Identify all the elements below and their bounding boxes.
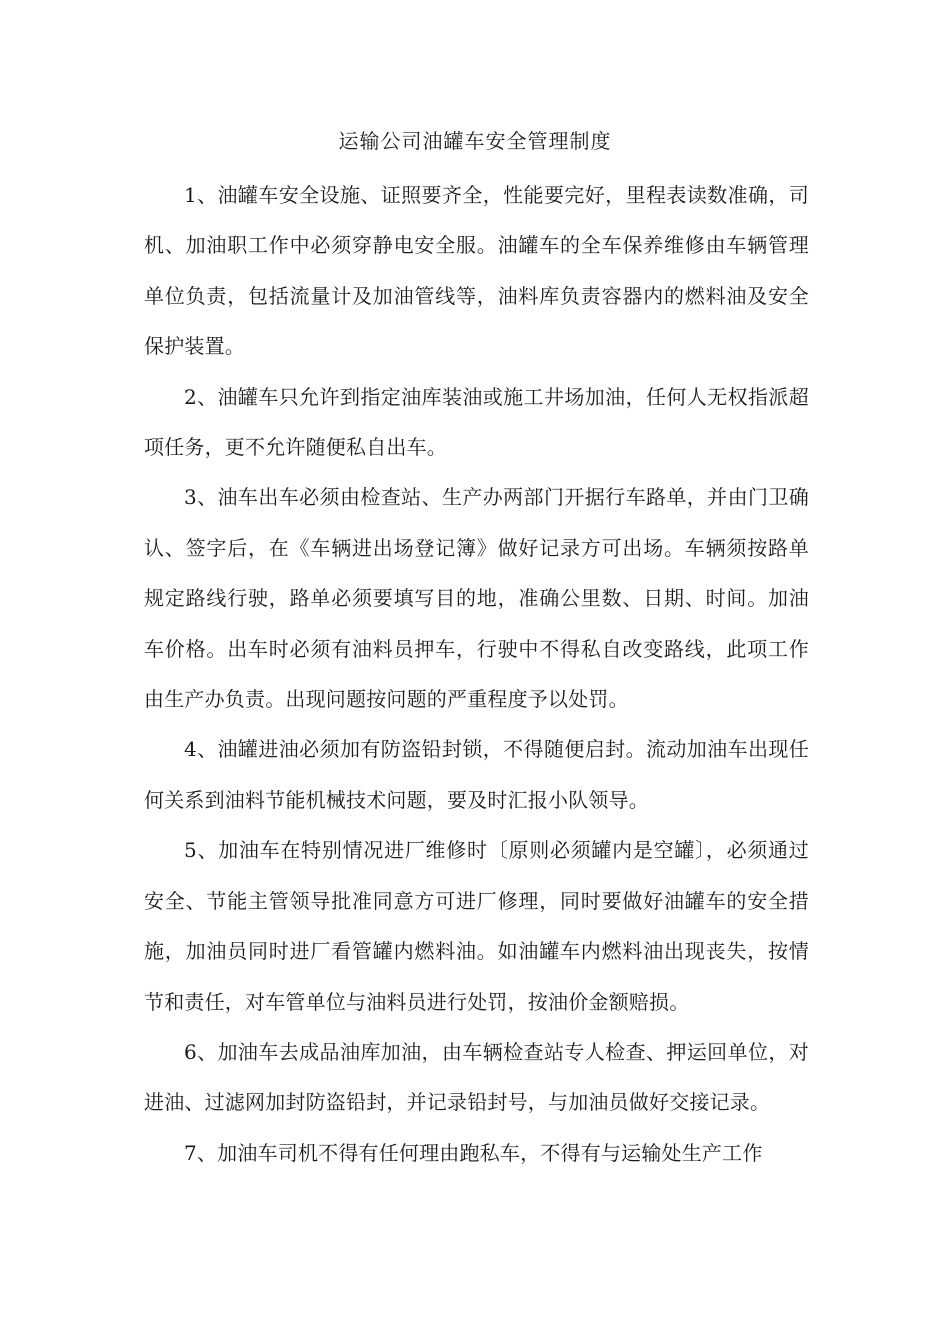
paragraph-4: 4、油罐进油必须加有防盗铅封锁，不得随便启封。流动加油车出现任何关系到油料节能机械技术问题，要及时汇报小队领导。 xyxy=(144,737,809,812)
document-title: 运输公司油罐车安全管理制度 xyxy=(338,129,612,153)
document-body xyxy=(144,170,809,1178)
paragraph-5: 5、加油车在特别情况进厂维修时〔原则必须罐内是空罐〕，必须通过安全、节能主管领导批准同意方可进厂修理，同时要做好油罐车的安全措施，加油员同时进厂看管罐内燃料油。如油罐车内燃料油出现丧失，按情节和责任，对车管单位与油料员进行处罚，按油价金额赔损。 xyxy=(144,838,809,1014)
paragraph-6: 6、加油车去成品油库加油，由车辆检查站专人检查、押运回单位，对进油、过滤网加封防盗铅封，并记录铅封号，与加油员做好交接记录。 xyxy=(144,1039,809,1115)
paragraph-7: 7、加油车司机不得有任何理由跑私车，不得有与运输处生产工作 xyxy=(184,1140,763,1165)
paragraph-1: 1、油罐车安全设施、证照要齐全，性能要完好，里程表读数准确，司机、加油职工作中必须穿静电安全服。油罐车的全车保养维修由车辆管理单位负责，包括流量计及加油管线等，油料库负责容器内的燃料油及安全保护装置。 xyxy=(144,183,809,359)
paragraph-2: 2、油罐车只允许到指定油库装油或施工井场加油，任何人无权指派超项任务，更不允许随便私自出车。 xyxy=(144,384,809,460)
paragraph-3: 3、油车出车必须由检查站、生产办两部门开据行车路单，并由门卫确认、签字后，在《车辆进出场登记簿》做好记录方可出场。车辆须按路单规定路线行驶，路单必须要填写目的地，准确公里数、日期、时间。加油车价格。出车时必须有油料员押车，行驶中不得私自改变路线，此项工作由生产办负责。出现问题按问题的严重程度予以处罚。 xyxy=(144,485,809,712)
